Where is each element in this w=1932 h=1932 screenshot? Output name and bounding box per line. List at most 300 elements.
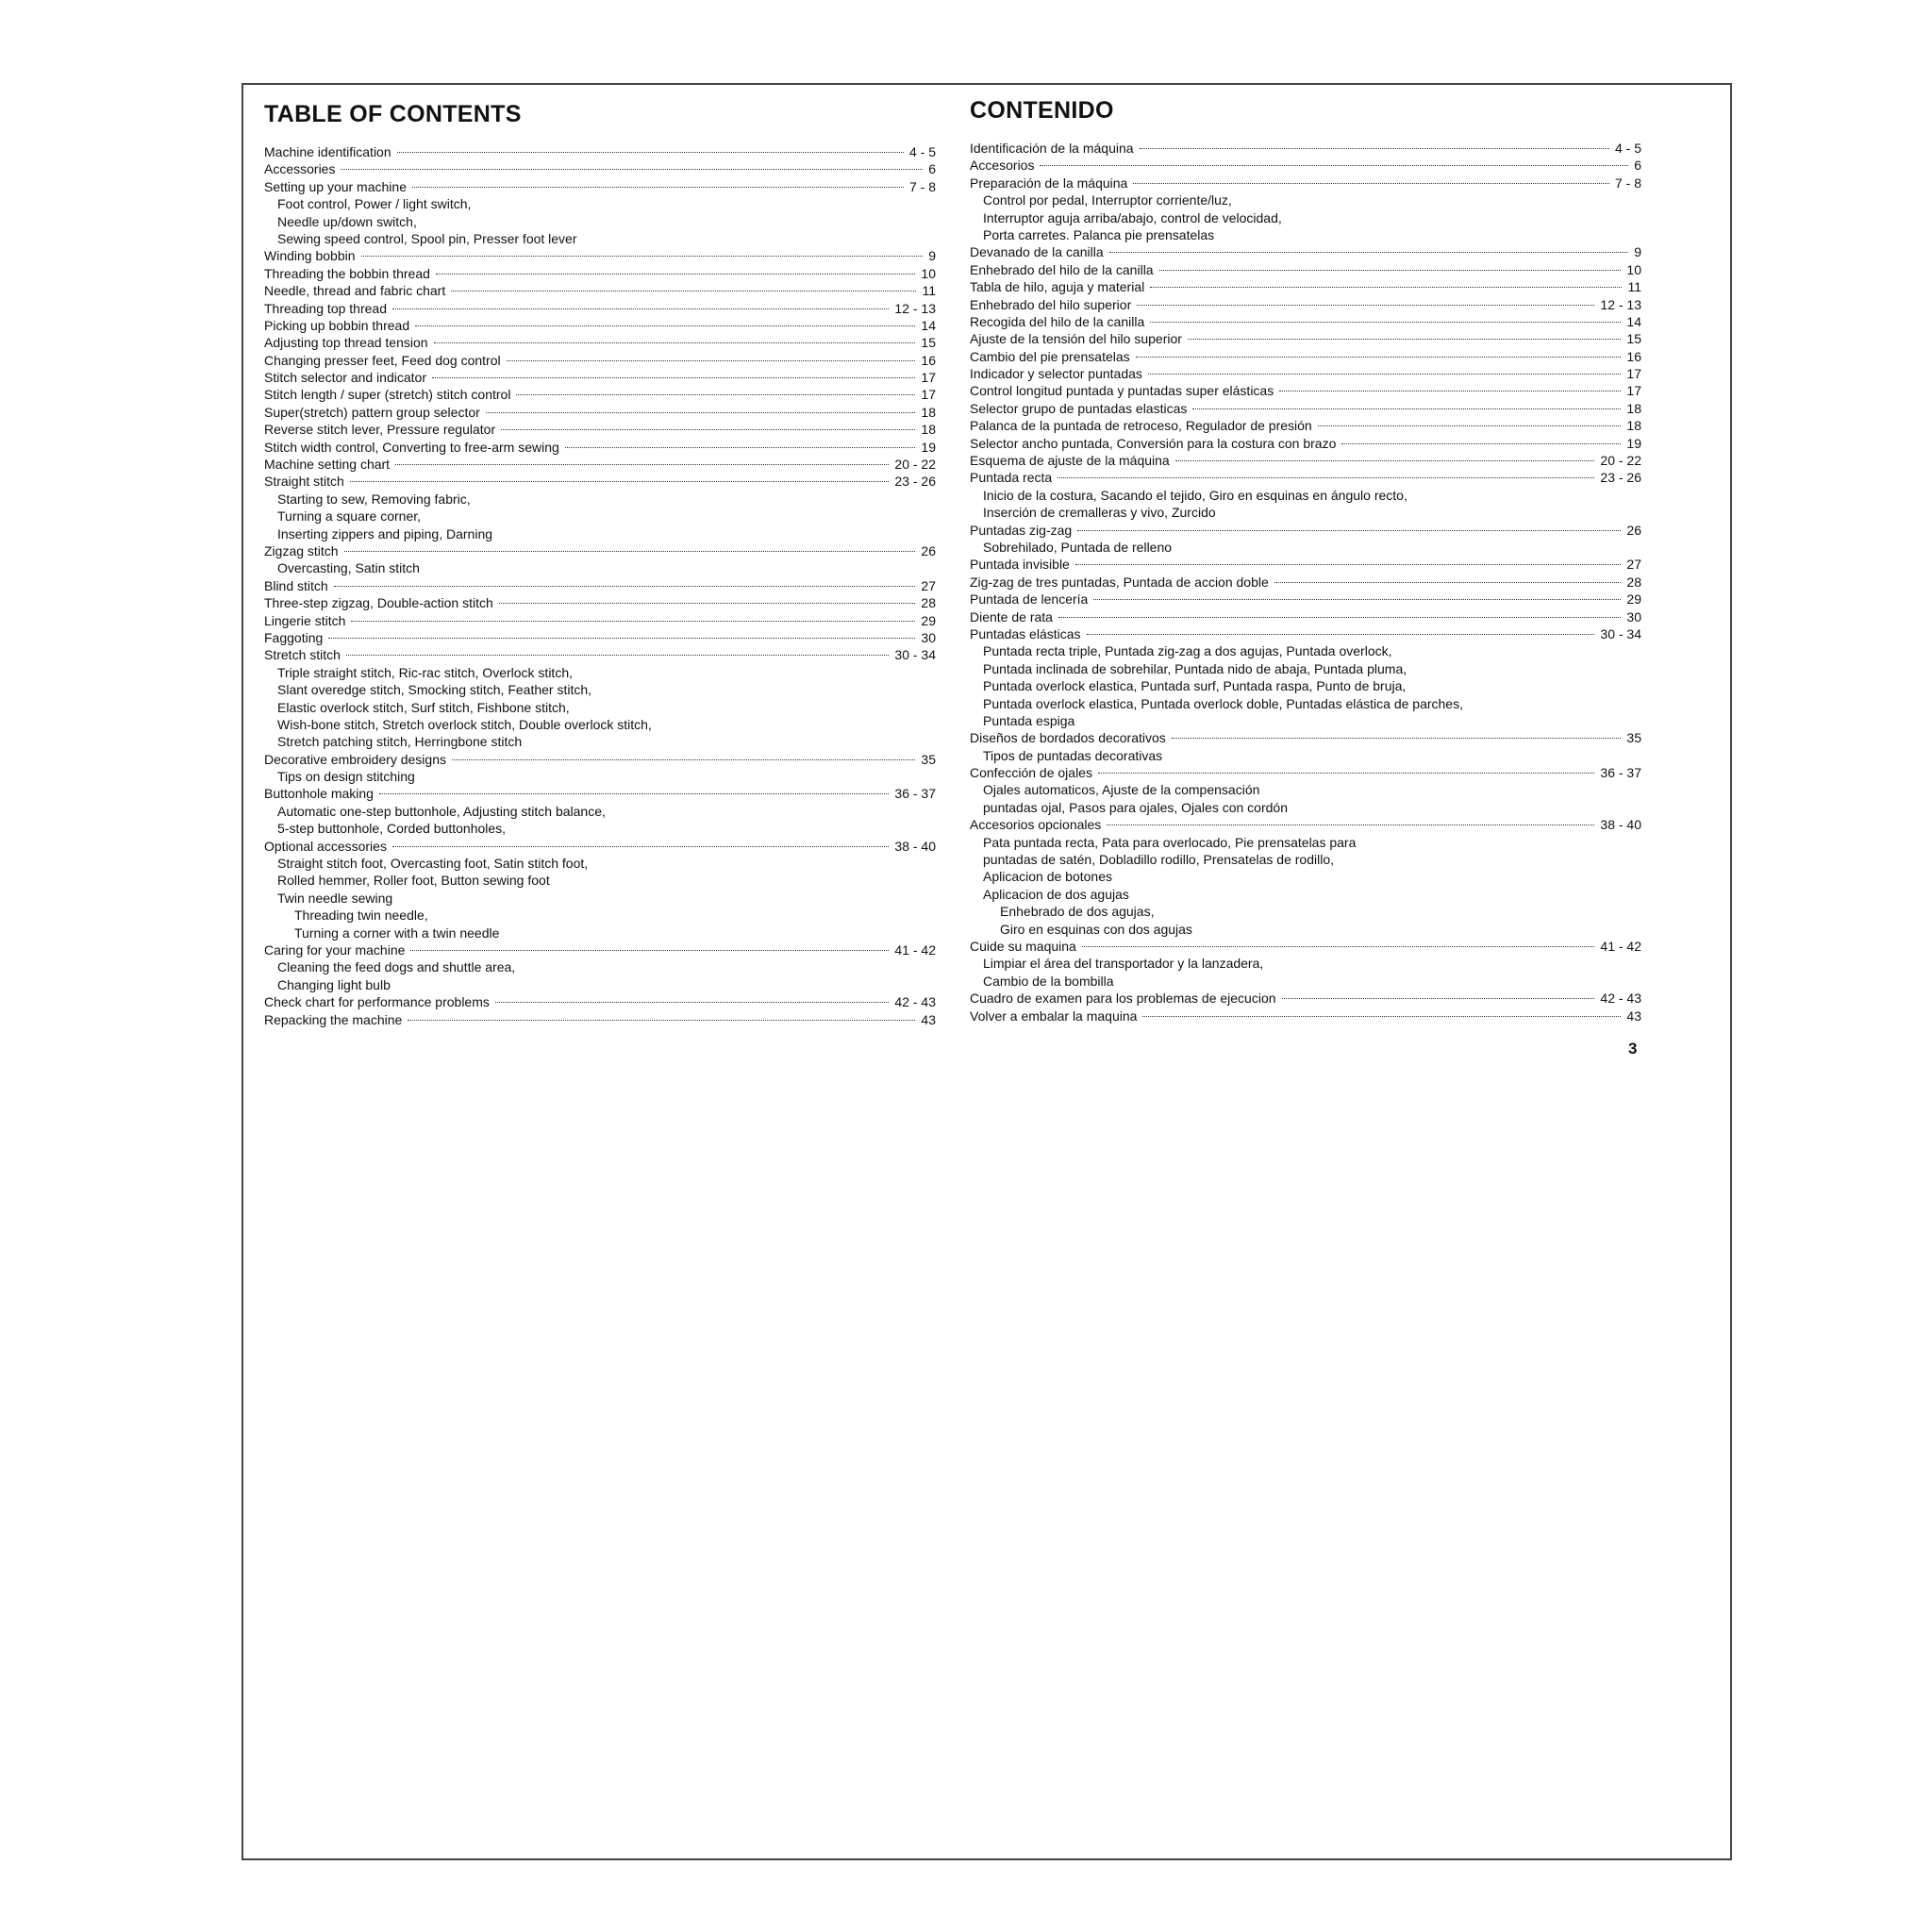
toc-entry-label: Selector ancho puntada, Conversión para la costura con brazo (970, 435, 1337, 451)
toc-entry (970, 764, 1641, 781)
toc-entry-label: Cambio de la bombilla (983, 973, 1114, 989)
dot-leader (1040, 165, 1628, 166)
toc-entry-label: Changing light bulb (277, 976, 391, 992)
dot-leader (1107, 824, 1594, 825)
toc-entry (264, 993, 936, 1010)
toc-entry (970, 313, 1641, 330)
toc-entry (264, 785, 936, 802)
toc-entry (264, 247, 936, 264)
toc-entry-page: 18 (921, 422, 936, 438)
toc-subentry (264, 890, 936, 907)
toc-entry-label: Giro en esquinas con dos agujas (1000, 921, 1192, 937)
toc-entry-label: Enhebrado del hilo de la canilla (970, 261, 1154, 277)
dot-leader (1075, 564, 1622, 565)
toc-entry-label: Tabla de hilo, aguja y material (970, 279, 1145, 295)
toc-entry (264, 334, 936, 351)
toc-entry-page: 38 - 40 (894, 838, 936, 854)
toc-subentry (970, 487, 1641, 504)
toc-entry-page: 10 (921, 265, 936, 281)
toc-entry-page: 14 (1626, 313, 1641, 329)
toc-entry (970, 522, 1641, 539)
toc-entry-label: Interruptor aguja arriba/abajo, control de velocidad, (983, 209, 1282, 225)
toc-entry-label: Straight stitch foot, Overcasting foot, Satin stitch foot, (277, 856, 589, 872)
toc-spanish-title: CONTENIDO (970, 97, 1114, 124)
dot-leader (379, 793, 889, 794)
toc-entry-page: 28 (921, 595, 936, 611)
toc-entry-label: Zig-zag de tres puntadas, Puntada de accion doble (970, 574, 1269, 590)
toc-entry-page: 35 (1626, 730, 1641, 746)
toc-entry-label: Puntada recta triple, Puntada zig-zag a dos agujas, Puntada overlock, (983, 643, 1392, 659)
dot-leader (452, 759, 915, 760)
toc-subentry (264, 820, 936, 837)
toc-entry-label: Blind stitch (264, 577, 328, 593)
toc-entry-label: Identificación de la máquina (970, 141, 1134, 156)
toc-entry-page: 11 (922, 283, 936, 299)
toc-entry-page: 41 - 42 (1600, 938, 1641, 954)
toc-entry (264, 542, 936, 559)
toc-entry-page: 7 - 8 (1614, 175, 1641, 191)
toc-entry (264, 439, 936, 456)
toc-entry-page: 29 (921, 612, 936, 628)
toc-subentry (264, 213, 936, 230)
toc-entry (970, 990, 1641, 1007)
dot-leader (432, 377, 915, 378)
dot-leader (1109, 252, 1629, 253)
dot-leader (361, 256, 924, 257)
toc-subentry (970, 209, 1641, 226)
toc-entry-label: Sewing speed control, Spool pin, Presser foot lever (277, 230, 577, 246)
toc-entry-page: 10 (1626, 261, 1641, 277)
toc-entry (970, 261, 1641, 278)
dot-leader (408, 1020, 915, 1021)
toc-subentry (264, 508, 936, 525)
toc-entry-label: Cleaning the feed dogs and shuttle area, (277, 959, 516, 975)
toc-entry-label: Foot control, Power / light switch, (277, 196, 472, 212)
toc-subentry (970, 226, 1641, 243)
toc-entry (264, 143, 936, 160)
toc-entry (264, 751, 936, 768)
toc-entry (970, 330, 1641, 347)
toc-entry-label: Reverse stitch lever, Pressure regulator (264, 422, 496, 438)
toc-entry (264, 300, 936, 317)
toc-entry-label: Aplicacion de dos agujas (983, 886, 1129, 902)
toc-entry-label: Puntada inclinada de sobrehilar, Puntada nido de abaja, Puntada pluma, (983, 660, 1407, 676)
dot-leader (1140, 148, 1609, 149)
toc-entry-label: 5-step buttonhole, Corded buttonholes, (277, 821, 507, 837)
toc-subentry (970, 834, 1641, 851)
dot-leader (412, 187, 904, 188)
toc-entry-label: Caring for your machine (264, 941, 406, 958)
toc-entry-label: Wish-bone stitch, Stretch overlock stitch, Double overlock stitch, (277, 716, 652, 732)
dot-leader (341, 169, 923, 170)
toc-entry (264, 838, 936, 855)
toc-subentry (264, 958, 936, 975)
toc-entry-label: Threading top thread (264, 300, 387, 316)
dot-leader (1077, 530, 1621, 531)
dot-leader (1136, 357, 1622, 358)
toc-entry-label: Winding bobbin (264, 248, 356, 264)
toc-entry-label: Volver a embalar la maquina (970, 1008, 1138, 1024)
toc-entry (264, 421, 936, 438)
toc-entry-label: Esquema de ajuste de la máquina (970, 453, 1170, 469)
dot-leader (410, 950, 889, 951)
toc-entry-label: Faggoting (264, 629, 324, 645)
toc-entry-label: Needle up/down switch, (277, 213, 417, 229)
toc-entry-label: Automatic one-step buttonhole, Adjusting stitch balance, (277, 803, 606, 819)
toc-entry-label: Machine identification (264, 144, 391, 159)
toc-entry-label: Aplicacion de botones (983, 869, 1112, 885)
toc-entry-page: 12 - 13 (1600, 296, 1641, 312)
toc-subentry (264, 699, 936, 716)
toc-entry-label: Rolled hemmer, Roller foot, Button sewing foot (277, 873, 550, 889)
toc-entry-page: 26 (1626, 522, 1641, 538)
toc-subentry (264, 907, 936, 924)
toc-entry-label: Twin needle sewing (277, 890, 393, 906)
dot-leader (1133, 183, 1609, 184)
dot-leader (1142, 1016, 1621, 1017)
toc-entry (970, 625, 1641, 642)
dot-leader (1058, 477, 1594, 478)
toc-entry-page: 18 (1626, 418, 1641, 434)
toc-entry-page: 4 - 5 (1614, 141, 1641, 156)
toc-entry-label: Picking up bobbin thread (264, 317, 410, 333)
toc-entry-page: 38 - 40 (1600, 817, 1641, 833)
toc-entry-label: Changing presser feet, Feed dog control (264, 352, 501, 368)
toc-entry (264, 456, 936, 473)
dot-leader (1172, 738, 1622, 739)
toc-entry-page: 20 - 22 (894, 457, 936, 473)
toc-subentry (970, 660, 1641, 677)
toc-entry-page: 17 (1626, 383, 1641, 399)
toc-entry-label: Control por pedal, Interruptor corriente/luz, (983, 192, 1232, 208)
toc-subentry (970, 903, 1641, 920)
toc-entry-page: 15 (1626, 331, 1641, 347)
toc-subentry (970, 955, 1641, 972)
toc-entry-page: 29 (1626, 591, 1641, 608)
toc-subentry (970, 921, 1641, 938)
toc-entry (264, 612, 936, 629)
toc-entry-label: Cuide su maquina (970, 938, 1076, 954)
toc-entry-label: Selector grupo de puntadas elasticas (970, 400, 1188, 416)
toc-entry-page: 18 (1626, 400, 1641, 416)
toc-entry-page: 19 (921, 439, 936, 455)
toc-entry-label: Puntadas zig-zag (970, 522, 1073, 538)
toc-entry (264, 646, 936, 663)
toc-entry-page: 42 - 43 (1600, 991, 1641, 1007)
toc-entry-label: Needle, thread and fabric chart (264, 283, 446, 299)
dot-leader (516, 394, 915, 395)
toc-entry-label: Control longitud puntada y puntadas super elásticas (970, 383, 1274, 399)
toc-entry-label: Puntada espiga (983, 712, 1075, 728)
toc-entry-label: Stitch selector and indicator (264, 370, 426, 386)
toc-entry (970, 278, 1641, 295)
toc-entry (264, 404, 936, 421)
dot-leader (1274, 582, 1622, 583)
toc-entry-label: Stitch width control, Converting to free-arm sewing (264, 439, 559, 455)
toc-entry-page: 18 (921, 404, 936, 420)
toc-entry (970, 157, 1641, 174)
toc-subentry (264, 525, 936, 542)
toc-entry-label: Triple straight stitch, Ric-rac stitch, Overlock stitch, (277, 664, 573, 680)
toc-entry-label: Elastic overlock stitch, Surf stitch, Fishbone stitch, (277, 699, 570, 715)
toc-entry-page: 17 (1626, 366, 1641, 382)
toc-subentry (264, 559, 936, 576)
toc-entry-page: 36 - 37 (1600, 765, 1641, 781)
toc-entry (970, 382, 1641, 399)
toc-entry-label: Confección de ojales (970, 765, 1092, 781)
toc-entry (264, 282, 936, 299)
toc-entry-page: 43 (1626, 1008, 1641, 1024)
toc-subentry (970, 504, 1641, 521)
toc-entry-page: 27 (921, 577, 936, 593)
toc-entry-label: Pata puntada recta, Pata para overlocado, Pie prensatelas para (983, 834, 1357, 850)
toc-entry-label: Starting to sew, Removing fabric, (277, 491, 471, 507)
toc-entry-label: Three-step zigzag, Double-action stitch (264, 595, 493, 611)
toc-entry-label: Tipos de puntadas decorativas (983, 747, 1163, 763)
toc-subentry (264, 855, 936, 872)
toc-entry-page: 30 (921, 629, 936, 645)
toc-entry-label: Cuadro de examen para los problemas de ejecucion (970, 991, 1276, 1007)
toc-entry-label: Sobrehilado, Puntada de relleno (983, 539, 1173, 555)
toc-entry (264, 317, 936, 334)
toc-entry (264, 594, 936, 611)
toc-entry-label: Inicio de la costura, Sacando el tejido, Giro en esquinas en ángulo recto, (983, 487, 1407, 503)
toc-entry-page: 30 - 34 (1600, 625, 1641, 641)
dot-leader (1087, 634, 1595, 635)
dot-leader (1150, 287, 1622, 288)
toc-subentry (970, 642, 1641, 659)
toc-entry-label: Puntadas elásticas (970, 625, 1081, 641)
dot-leader (397, 152, 904, 153)
toc-entry-label: Accesorios opcionales (970, 817, 1102, 833)
toc-entry-page: 16 (1626, 348, 1641, 364)
dot-leader (1188, 339, 1622, 340)
toc-subentry (970, 747, 1641, 764)
dot-leader (328, 638, 915, 639)
toc-entry-label: Puntada overlock elastica, Puntada surf, Puntada raspa, Punto de bruja, (983, 678, 1407, 694)
toc-entry-label: Zigzag stitch (264, 542, 339, 558)
toc-entry-label: Cambio del pie prensatelas (970, 348, 1130, 364)
toc-entry (264, 178, 936, 195)
dot-leader (565, 447, 916, 448)
toc-entry (264, 629, 936, 646)
dot-leader (1148, 374, 1622, 375)
toc-entry-label: Porta carretes. Palanca pie prensatelas (983, 226, 1215, 242)
toc-entry-page: 14 (921, 317, 936, 333)
toc-entry-page: 11 (1627, 279, 1641, 295)
toc-entry-page: 6 (928, 161, 936, 177)
dot-leader (486, 412, 916, 413)
toc-entry (264, 265, 936, 282)
toc-entry-page: 20 - 22 (1600, 453, 1641, 469)
toc-entry-label: Inserting zippers and piping, Darning (277, 525, 493, 541)
toc-entry (970, 140, 1641, 157)
toc-entry-label: Palanca de la puntada de retroceso, Regulador de presión (970, 418, 1312, 434)
toc-entry-label: Optional accessories (264, 838, 387, 854)
toc-subentry (264, 491, 936, 508)
page-number: 3 (1628, 1040, 1638, 1058)
dot-leader (334, 586, 916, 587)
toc-subentry (970, 973, 1641, 990)
toc-entry-label: Diseños de bordados decorativos (970, 730, 1166, 746)
dot-leader (507, 360, 916, 361)
toc-entry-label: Overcasting, Satin stitch (277, 560, 420, 576)
toc-entry (264, 577, 936, 594)
dot-leader (501, 429, 915, 430)
toc-subentry (264, 733, 936, 750)
dot-leader (350, 481, 890, 482)
toc-entry-label: Super(stretch) pattern group selector (264, 404, 480, 420)
toc-subentry (264, 716, 936, 733)
toc-entry (264, 386, 936, 403)
toc-entry-page: 27 (1626, 557, 1641, 573)
toc-entry-page: 15 (921, 335, 936, 351)
toc-entry-label: Recogida del hilo de la canilla (970, 313, 1145, 329)
dot-leader (436, 274, 916, 275)
toc-entry-page: 12 - 13 (894, 300, 936, 316)
dot-leader (1318, 425, 1622, 426)
toc-entry-label: Indicador y selector puntadas (970, 366, 1142, 382)
toc-spanish-list (970, 140, 1641, 1024)
toc-entry (970, 435, 1641, 452)
toc-subentry (264, 681, 936, 698)
toc-entry (264, 369, 936, 386)
dot-leader (392, 308, 889, 309)
dot-leader (499, 603, 916, 604)
toc-english-column (264, 100, 936, 1028)
toc-entry-page: 35 (921, 751, 936, 767)
toc-entry-label: Machine setting chart (264, 457, 391, 473)
toc-subentry (264, 976, 936, 993)
toc-entry-label: Tips on design stitching (277, 769, 415, 785)
toc-spanish-column (970, 96, 1641, 1024)
dot-leader (1098, 773, 1594, 774)
toc-entry (264, 473, 936, 490)
dot-leader (351, 621, 915, 622)
toc-entry (970, 591, 1641, 608)
dot-leader (415, 325, 915, 326)
toc-entry-page: 30 - 34 (894, 647, 936, 663)
toc-entry-label: Stretch stitch (264, 647, 341, 663)
toc-subentry (970, 781, 1641, 798)
toc-subentry (970, 712, 1641, 729)
toc-entry (970, 348, 1641, 365)
toc-entry (970, 365, 1641, 382)
toc-subentry (970, 677, 1641, 694)
toc-entry-page: 4 - 5 (908, 144, 936, 159)
toc-entry-page: 36 - 37 (894, 786, 936, 802)
toc-entry (970, 1008, 1641, 1024)
toc-entry (970, 556, 1641, 573)
toc-subentry (264, 803, 936, 820)
toc-entry (970, 452, 1641, 469)
dot-leader (1137, 305, 1594, 306)
toc-entry (970, 243, 1641, 260)
toc-english-list (264, 143, 936, 1028)
toc-entry (970, 175, 1641, 192)
toc-entry (970, 729, 1641, 746)
toc-entry-page: 23 - 26 (1600, 470, 1641, 486)
toc-entry-label: Decorative embroidery designs (264, 751, 446, 767)
toc-entry-label: Preparación de la máquina (970, 175, 1128, 191)
toc-entry-page: 28 (1626, 574, 1641, 590)
toc-subentry (970, 799, 1641, 816)
toc-entry-label: Buttonhole making (264, 786, 374, 802)
toc-subentry (264, 768, 936, 785)
toc-entry-label: Threading twin needle, (294, 908, 428, 924)
toc-subentry (970, 886, 1641, 903)
toc-subentry (264, 872, 936, 889)
toc-entry-page: 42 - 43 (894, 994, 936, 1010)
toc-entry-page: 43 (921, 1011, 936, 1027)
toc-entry-label: Threading the bobbin thread (264, 265, 430, 281)
dot-leader (434, 342, 916, 343)
toc-entry (970, 417, 1641, 434)
toc-entry-label: Accesorios (970, 158, 1035, 174)
toc-entry-page: 16 (921, 352, 936, 368)
toc-subentry (264, 195, 936, 212)
toc-entry-label: Repacking the machine (264, 1011, 403, 1027)
toc-entry (970, 574, 1641, 591)
toc-entry-label: puntadas de satén, Dobladillo rodillo, Prensatelas de rodillo, (983, 852, 1335, 868)
dot-leader (1082, 946, 1595, 947)
toc-entry-label: Puntada invisible (970, 557, 1070, 573)
toc-entry (264, 1011, 936, 1028)
toc-entry-label: Enhebrado de dos agujas, (1000, 904, 1155, 920)
toc-entry-label: Ojales automaticos, Ajuste de la compensación (983, 782, 1260, 798)
toc-subentry (970, 695, 1641, 712)
toc-entry-label: Enhebrado del hilo superior (970, 296, 1132, 312)
toc-entry (970, 296, 1641, 313)
toc-entry-label: Devanado de la canilla (970, 244, 1104, 260)
toc-entry-page: 19 (1626, 435, 1641, 451)
toc-entry (264, 941, 936, 958)
toc-entry (970, 816, 1641, 833)
dot-leader (1058, 617, 1621, 618)
toc-entry (264, 160, 936, 177)
toc-entry-page: 30 (1626, 608, 1641, 625)
toc-entry-label: Stitch length / super (stretch) stitch control (264, 387, 511, 403)
dot-leader (1192, 408, 1621, 409)
toc-entry-label: Inserción de cremalleras y vivo, Zurcido (983, 505, 1216, 521)
dot-leader (1175, 460, 1595, 461)
toc-subentry (264, 230, 936, 247)
toc-entry-page: 9 (928, 248, 936, 264)
toc-entry-label: Accessories (264, 161, 336, 177)
toc-entry-label: Limpiar el área del transportador y la lanzadera, (983, 956, 1264, 972)
toc-subentry (970, 192, 1641, 208)
toc-entry (970, 400, 1641, 417)
toc-entry-label: Puntada de lencería (970, 591, 1089, 608)
toc-entry-label: Lingerie stitch (264, 612, 346, 628)
toc-entry-page: 41 - 42 (894, 941, 936, 958)
toc-entry-page: 6 (1634, 158, 1641, 174)
toc-entry-label: Ajuste de la tensión del hilo superior (970, 331, 1182, 347)
dot-leader (1159, 270, 1622, 271)
dot-leader (1341, 443, 1621, 444)
toc-entry (970, 938, 1641, 955)
toc-entry (970, 469, 1641, 486)
toc-entry-label: puntadas ojal, Pasos para ojales, Ojales con cordón (983, 799, 1288, 815)
toc-entry-label: Puntada recta (970, 470, 1053, 486)
toc-entry-label: Adjusting top thread tension (264, 335, 428, 351)
dot-leader (1150, 322, 1621, 323)
toc-english-title: TABLE OF CONTENTS (264, 101, 522, 127)
dot-leader (395, 464, 889, 465)
toc-entry (970, 608, 1641, 625)
toc-entry-label: Turning a corner with a twin needle (294, 924, 500, 941)
toc-entry-label: Puntada overlock elastica, Puntada overlock doble, Puntadas elástica de parches, (983, 695, 1463, 711)
